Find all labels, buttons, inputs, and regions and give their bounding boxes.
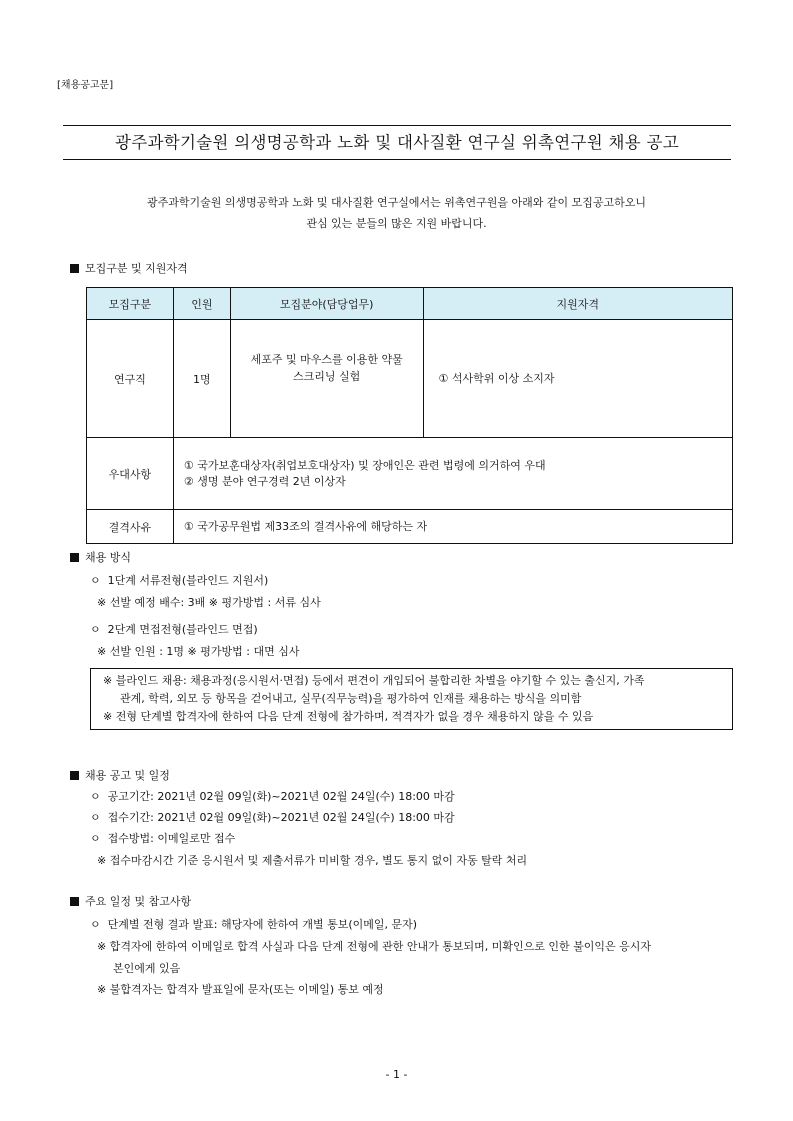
section-heading-text: 채용 공고 및 일정 (85, 769, 170, 782)
preference-line: ① 국가보훈대상자(취업보호대상자) 및 장애인은 관련 법령에 의거하여 우대 (183, 458, 546, 472)
list-item-text: 단계별 전형 결과 발표: 해당자에 한하여 개별 통보(이메일, 문자) (107, 918, 418, 931)
section-heading-text: 주요 일정 및 참고사항 (85, 895, 192, 908)
section-heading-text: 채용 방식 (85, 551, 132, 564)
list-item-text: 1단계 서류전형(블라인드 지원서) (107, 574, 269, 587)
page-number: - 1 - (385, 1068, 408, 1081)
table-cell-qualification: ① 석사학위 이상 소지자 (423, 320, 733, 438)
note-text: ※ 선발 예정 배수: 3배 ※ 평가방법 : 서류 심사 (97, 596, 321, 609)
circle-bullet-icon: ㅇ (90, 790, 101, 803)
table-cell-field (230, 320, 423, 438)
table-header-cell: 모집분야(담당업무) (230, 288, 423, 320)
list-item (90, 788, 455, 804)
list-item (90, 916, 417, 932)
field-line: 세포주 및 마우스를 이용한 약물 (250, 353, 403, 366)
table-cell-label: 결격사유 (87, 510, 174, 544)
list-item (90, 809, 455, 825)
circle-bullet-icon: ㅇ (90, 918, 101, 931)
square-bullet-icon (70, 264, 79, 273)
list-item-text: 접수방법: 이메일로만 접수 (107, 832, 236, 845)
section-heading-recruitment (70, 260, 188, 276)
list-item-text: 공고기간: 2021년 02월 09일(화)~2021년 02월 24일(수) 18:00 마감 (107, 790, 455, 803)
document-label: [채용공고문] (57, 80, 114, 91)
table-header-cell: 모집구분 (87, 288, 174, 320)
table-header-row (87, 288, 733, 320)
list-item-text: 2단계 면접전형(블라인드 면접) (107, 623, 258, 636)
square-bullet-icon (70, 771, 79, 780)
note-box-line: ※ 블라인드 채용: 채용과정(응시원서·면접) 등에서 편견이 개입되어 불합리한 차별을 야기할 수 있는 출신지, 가족 (103, 674, 645, 687)
list-item (90, 830, 235, 846)
intro-line: 광주과학기술원 의생명공학과 노화 및 대사질환 연구실에서는 위촉연구원을 아래와 같이 모집공고하오니 (146, 196, 646, 209)
square-bullet-icon (70, 553, 79, 562)
table-header-cell: 지원자격 (423, 288, 733, 320)
circle-bullet-icon: ㅇ (90, 574, 101, 587)
table-cell-preference (173, 438, 732, 510)
list-item (90, 572, 268, 588)
circle-bullet-icon: ㅇ (90, 832, 101, 845)
table-header-cell: 인원 (173, 288, 230, 320)
square-bullet-icon (70, 897, 79, 906)
table-cell-count: 1명 (173, 320, 230, 438)
preference-line: ② 생명 분야 연구경력 2년 이상자 (183, 474, 346, 488)
note-text: ※ 불합격자는 합격자 발표일에 문자(또는 이메일) 통보 예정 (97, 983, 384, 996)
intro-paragraph (0, 192, 793, 234)
note-text: 본인에게 있음 (113, 962, 181, 975)
section-heading-method (70, 549, 131, 565)
table-cell-disqualification: ① 국가공무원법 제33조의 결격사유에 해당하는 자 (173, 510, 732, 544)
table-row (87, 510, 733, 544)
circle-bullet-icon: ㅇ (90, 811, 101, 824)
page-title: 광주과학기술원 의생명공학과 노화 및 대사질환 연구실 위촉연구원 채용 공고 (114, 133, 679, 152)
note-box-line: ※ 전형 단계별 합격자에 한하여 다음 단계 전형에 참가하며, 적격자가 없을 경우 채용하지 않을 수 있음 (103, 710, 594, 723)
table-cell-label: 우대사항 (87, 438, 174, 510)
section-heading-notes (70, 893, 191, 909)
section-heading-text: 모집구분 및 지원자격 (85, 262, 188, 275)
section-heading-schedule (70, 767, 170, 783)
list-item-text: 접수기간: 2021년 02월 09일(화)~2021년 02월 24일(수) 18:00 마감 (107, 811, 455, 824)
table-row (87, 438, 733, 510)
list-item (90, 621, 258, 637)
circle-bullet-icon: ㅇ (90, 623, 101, 636)
table-cell-category: 연구직 (87, 320, 174, 438)
blind-hiring-note-box (90, 668, 733, 730)
note-text: ※ 합격자에 한하여 이메일로 합격 사실과 다음 단계 전형에 관한 안내가 통보되며, 미확인으로 인한 불이익은 응시자 (97, 940, 651, 953)
intro-line: 관심 있는 분들의 많은 지원 바랍니다. (306, 217, 487, 230)
note-text: ※ 접수마감시간 기준 응시원서 및 제출서류가 미비할 경우, 별도 통지 없이 자동 탈락 처리 (97, 854, 528, 867)
field-line: 스크리닝 실험 (293, 370, 361, 383)
note-box-line: 관계, 학력, 외모 등 항목을 걷어내고, 실무(직무능력)을 평가하여 인재를 채용하는 방식을 의미함 (120, 692, 582, 705)
table-row (87, 320, 733, 438)
recruitment-table (86, 287, 733, 544)
note-text: ※ 선발 인원 : 1명 ※ 평가방법 : 대면 심사 (97, 645, 300, 658)
title-box (63, 125, 731, 160)
